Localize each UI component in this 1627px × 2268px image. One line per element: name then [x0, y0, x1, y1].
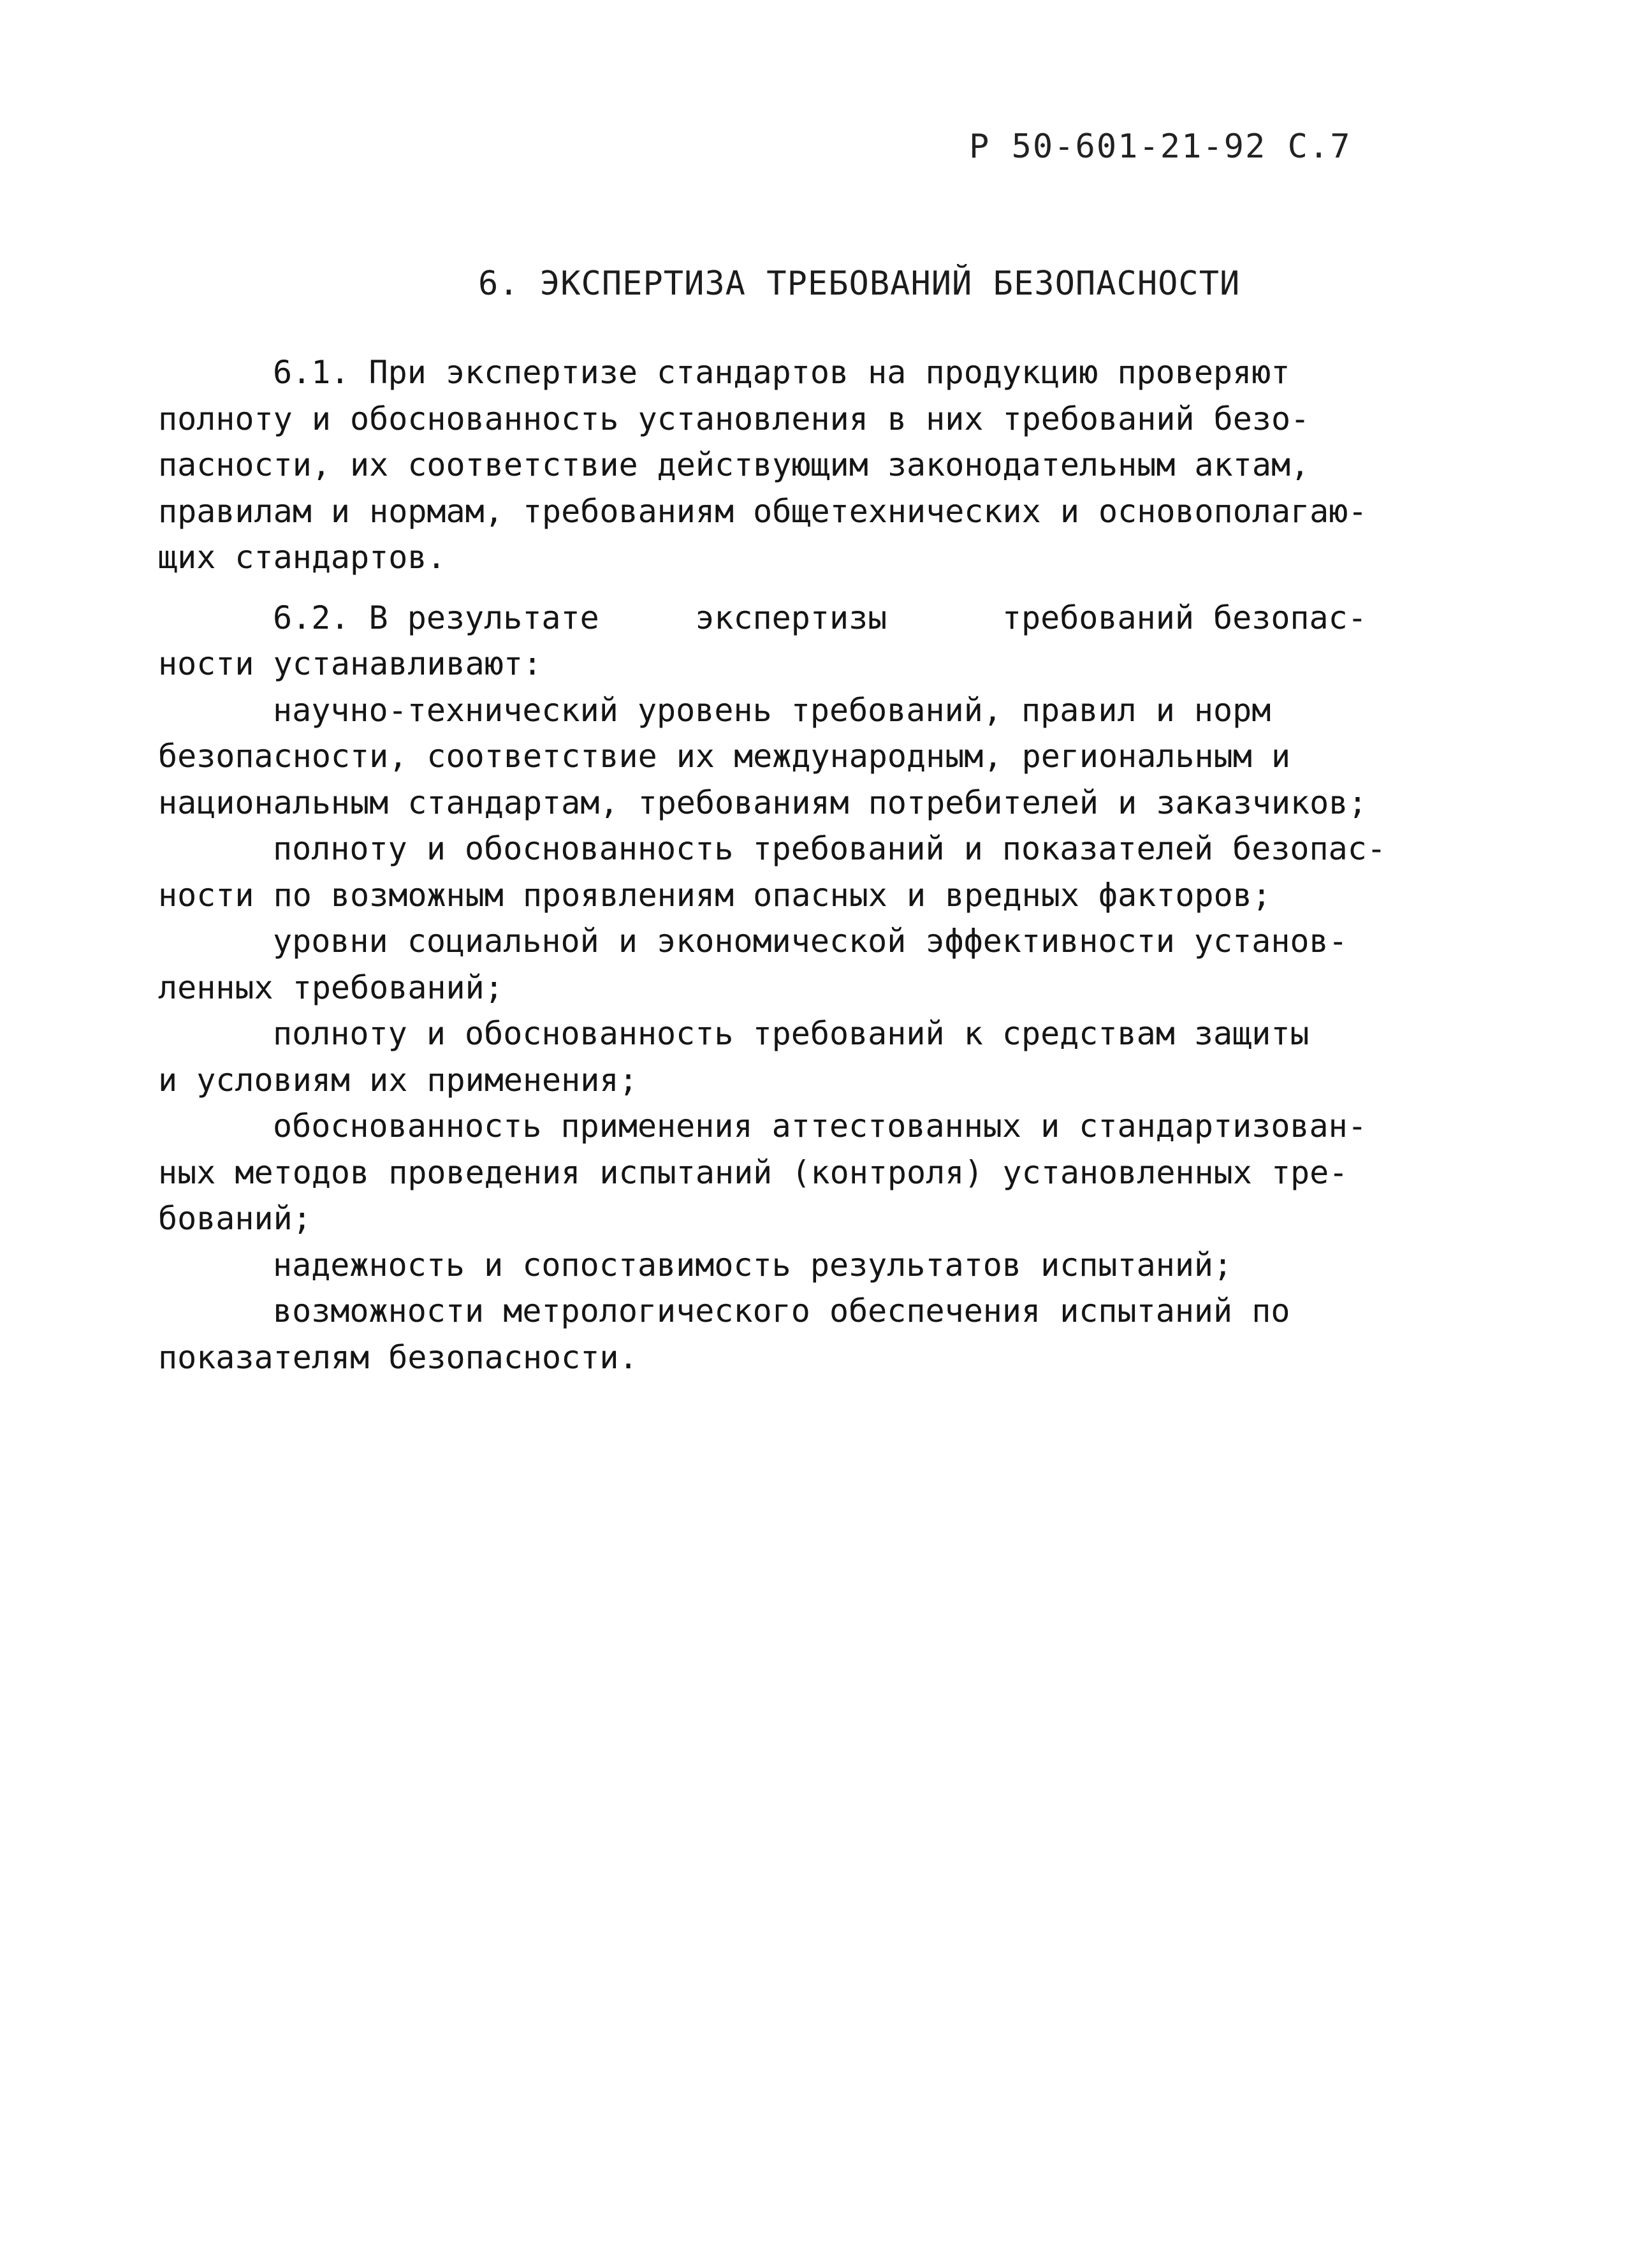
list-item-line: полноту и обоснованность требований к средствам защиты: [273, 1015, 1310, 1052]
paragraph-6-2-line: ности устанавливают:: [158, 645, 543, 682]
list-item-line: бований;: [158, 1200, 312, 1237]
list-item-line: и условиям их применения;: [158, 1061, 638, 1099]
document-body: [158, 349, 1433, 1380]
paragraph-6-1-line: пасности, их соответствие действующим законодательным актам,: [158, 446, 1310, 483]
list-item-line: национальным стандартам, требованиям потребителей и заказчиков;: [158, 784, 1368, 821]
list-item-line: полноту и обоснованность требований и показателей безопас-: [273, 830, 1386, 867]
list-item-line: надежность и сопоставимость результатов испытаний;: [273, 1246, 1233, 1284]
list-item-line: научно-технический уровень требований, правил и норм: [273, 691, 1271, 729]
list-item-line: ленных требований;: [158, 969, 504, 1006]
paragraph-6-1-line: щих стандартов.: [158, 539, 446, 576]
paragraph-6-2-line: 6.2. В результате экспертизы требований безопас-: [273, 599, 1367, 636]
paragraph-6-1-line: 6.1. При экспертизе стандартов на продукцию проверяют: [273, 354, 1290, 391]
list-item-line: ности по возможным проявлениям опасных и вредных факторов;: [158, 876, 1271, 914]
paragraph-6-1-line: правилам и нормам, требованиям общетехнических и основополагаю-: [158, 492, 1368, 530]
list-item-line: возможности метрологического обеспечения испытаний по: [273, 1292, 1290, 1329]
paragraph-6-1-line: полноту и обоснованность установления в них требований безо-: [158, 400, 1310, 437]
list-item-line: безопасности, соответствие их международным, региональным и: [158, 738, 1291, 775]
list-item-line: показателям безопасности.: [158, 1338, 638, 1376]
list-item-line: обоснованность применения аттестованных и стандартизован-: [273, 1108, 1367, 1145]
document-code: Р 50-601-21-92 С.7: [969, 128, 1352, 166]
list-item-line: уровни социальной и экономической эффективности установ-: [273, 923, 1348, 960]
section-heading: 6. ЭКСПЕРТИЗА ТРЕБОВАНИЙ БЕЗОПАСНОСТИ: [478, 265, 1241, 303]
list-item-line: ных методов проведения испытаний (контроля) установленных тре-: [158, 1153, 1348, 1191]
